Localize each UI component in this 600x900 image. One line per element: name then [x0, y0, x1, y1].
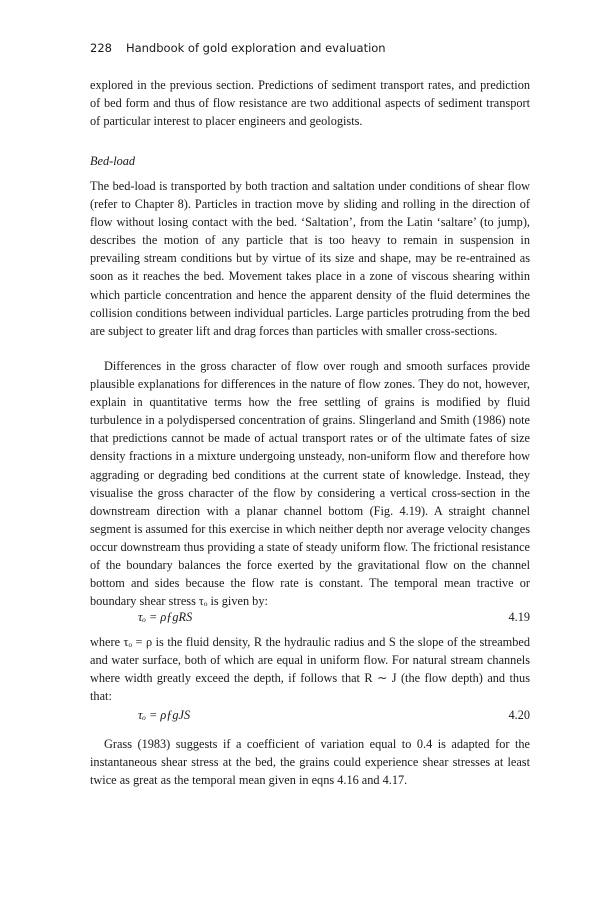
page-number: 228 — [90, 41, 112, 55]
equation-4-19 — [90, 608, 530, 626]
equation-number: 4.20 — [508, 708, 530, 722]
paragraph-grass: Grass (1983) suggests if a coefficient of variation equal to 0.4 is adapted for the instantaneous shear stress at the bed, the grains could experience shear stresses at least twice as great as the temporal mean given in eqns 4.16 and 4.17. — [90, 737, 530, 788]
equation-expression: τₒ = ρƒgJS — [138, 708, 191, 722]
paragraph-bedload-2: Differences in the gross character of flow over rough and smooth surfaces provide plausible explanations for differences in the nature of flow zones. They do not, however, explain in quantitative terms how the free settling of grains is modified by fluid turbulence in a polydispersed concentration of grains. Slingerland and Smith (1986) note that predictions cannot be made of actual transport rates or of the ultimate fates of size density fractions in a mixture undergoing unsteady, non-uniform flow and therefore how aggrading or degrading bed conditions at the current state of knowledge. Instead, they visualise the gross character of the flow by considering a vertical cross-section in the downstream direction with a planar channel bottom (Fig. 4.19). A straight channel segment is assumed for this exercise in which neither depth nor average velocity changes occur downstream thus providing a state of steady uniform flow. The frictional resistance of the boundary balances the force exerted by the gravitational flow on the channel bottom and sides because the flow rate is constant. The temporal mean tractive or boundary shear stress τₒ is given by: — [90, 359, 530, 609]
paragraph-bedload-1: The bed-load is transported by both traction and saltation under conditions of shear flow (refer to Chapter 8). Particles in traction move by sliding and rolling in the direction of flow without losing contact with the bed. ‘Saltation’, from the Latin ‘saltare’ (to jump), describes the motion of any particle that is too heavy to remain in suspension in prevailing stream conditions but by virtue of its size and shape, may be re-entrained as soon as it reaches the bed. Movement takes place in a zone of viscous shearing within which particle concentration and hence the apparent density of the fluid determines the collision conditions between individual particles. Large particles protruding from the bed are subject to greater lift and drag forces than particles with smaller cross-sections. — [90, 179, 530, 338]
equation-expression: τₒ = ρƒgRS — [138, 610, 193, 624]
paragraph-intro: explored in the previous section. Predictions of sediment transport rates, and prediction of bed form and thus of flow resistance are two additional aspects of sediment transport of particular interest to placer engineers and geologists. — [90, 78, 530, 129]
equation-number: 4.19 — [508, 610, 530, 624]
book-title: Handbook of gold exploration and evaluation — [125, 41, 386, 55]
section-heading-bedload: Bed-load — [90, 154, 136, 168]
running-head — [90, 41, 530, 61]
paragraph-after-equation: where τₒ = ρ is the fluid density, R the hydraulic radius and S the slope of the streambed and water surface, both of which are equal in uniform flow. For natural stream channels where width greatly exceed the depth, if follows that R ∼ J (the flow depth) and thus that: — [90, 635, 530, 704]
equation-4-20 — [90, 706, 530, 724]
